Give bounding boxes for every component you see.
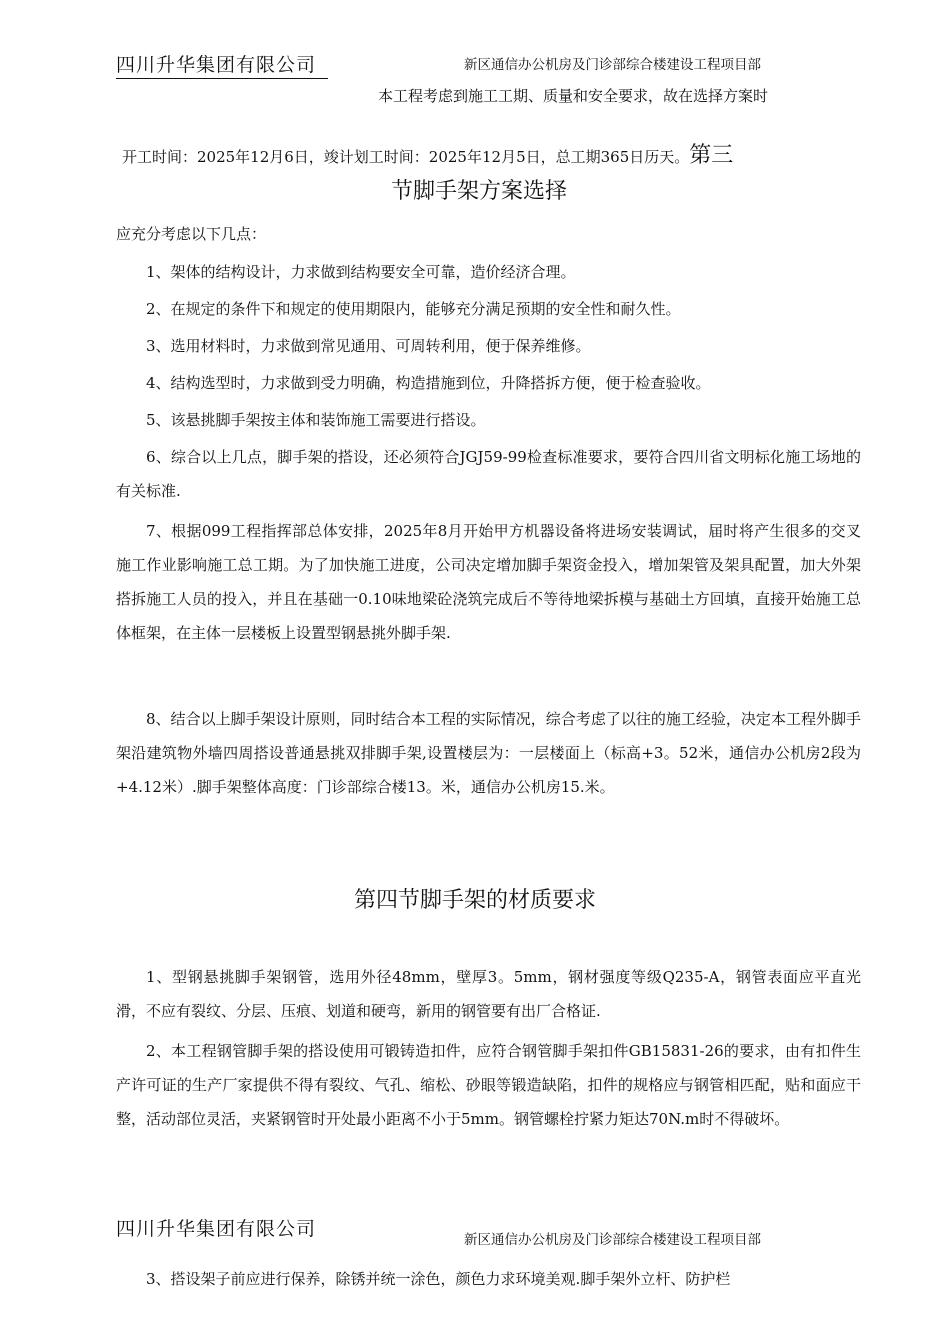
point-4: 4、结构选型时，力求做到受力明确，构造措施到位，升降搭拆方便，便于检查验收。 xyxy=(146,374,711,392)
point-2: 2、在规定的条件下和规定的使用期限内，能够充分满足预期的安全性和耐久性。 xyxy=(146,300,681,318)
continued-item-3: 3、搭设架子前应进行保养，除锈并统一涂色，颜色力求环境美观.脚手架外立杆、防护栏 xyxy=(146,1270,731,1288)
point-5: 5、该悬挑脚手架按主体和装饰施工需要进行搭设。 xyxy=(146,411,486,429)
material-item-1: 1、型钢悬挑脚手架钢管，选用外径48mm，壁厚3。5mm，钢材强度等级Q235-A，钢管表面应平直光滑，不应有裂纹、分层、压痕、划道和硬弯，新用的钢管要有出厂合格证. xyxy=(116,968,861,1020)
schedule-text: 开工时间：2025年12月6日，竣计划工时间：2025年12月5日，总工期365日历天。 xyxy=(122,148,690,166)
header-project-name: 新区通信办公机房及门诊部综合楼建设工程项目部 xyxy=(464,57,761,73)
header-company-name: 四川升华集团有限公司 xyxy=(116,50,328,79)
intro-line-1: 本工程考虑到施工工期、质量和安全要求，故在选择方案时 xyxy=(378,87,769,105)
footer-project-name: 新区通信办公机房及门诊部综合楼建设工程项目部 xyxy=(464,1232,761,1248)
section4-title: 第四节脚手架的材质要求 xyxy=(353,888,596,913)
point-7: 7、根据099工程指挥部总体安排，2025年8月开始甲方机器设备将进场安装调试，届时将产生很多的交叉施工作业影响施工总工期。为了加快施工进度，公司决定增加脚手架资金投入，增加架管及架具配置，加大外架搭拆施工人员的投入，并且在基础一0.10味地梁砼浇筑完成后不等待地梁拆模与基础土方回填，直接开始施工总体框架，在主体一层楼板上设置型钢悬挑外脚手架. xyxy=(116,522,861,642)
section3-heading-start: 第三 xyxy=(689,143,734,168)
material-item-2: 2、本工程钢管脚手架的搭设使用可锻铸造扣件，应符合钢管脚手架扣件GB15831-26的要求，由有扣件生产许可证的生产厂家提供不得有裂纹、气孔、缩松、砂眼等锻造缺陷，扣件的规格应与钢管相匹配，贴和面应干整，活动部位灵活，夹紧钢管时开处最小距离不小于5mm。钢管螺栓拧紧力矩达70N.m时不得破坏。 xyxy=(116,1042,861,1128)
point-8: 8、结合以上脚手架设计原则，同时结合本工程的实际情况，综合考虑了以往的施工经验，决定本工程外脚手架沿建筑物外墙四周搭设普通悬挑双排脚手架,设置楼层为：一层楼面上（标高+3。52米，通信办公机房2段为+4.12米）.脚手架整体高度：门诊部综合楼13。米，通信办公机房15.米。 xyxy=(116,710,861,796)
section3-heading-cont: 节脚手架方案选择 xyxy=(391,179,568,204)
point-1: 1、架体的结构设计，力求做到结构要安全可靠，造价经济合理。 xyxy=(146,263,576,281)
point-6: 6、综合以上几点，脚手架的搭设，还必须符合JGJ59-99检查标准要求，要符合四川省文明标化施工场地的有关标准. xyxy=(116,448,861,500)
intro-line-3: 应充分考虑以下几点： xyxy=(116,225,267,243)
footer-company-name: 四川升华集团有限公司 xyxy=(116,1218,317,1240)
intro-line-2 xyxy=(122,143,734,168)
point-3: 3、选用材料时，力求做到常见通用、可周转利用，便于保养维修。 xyxy=(146,337,591,355)
